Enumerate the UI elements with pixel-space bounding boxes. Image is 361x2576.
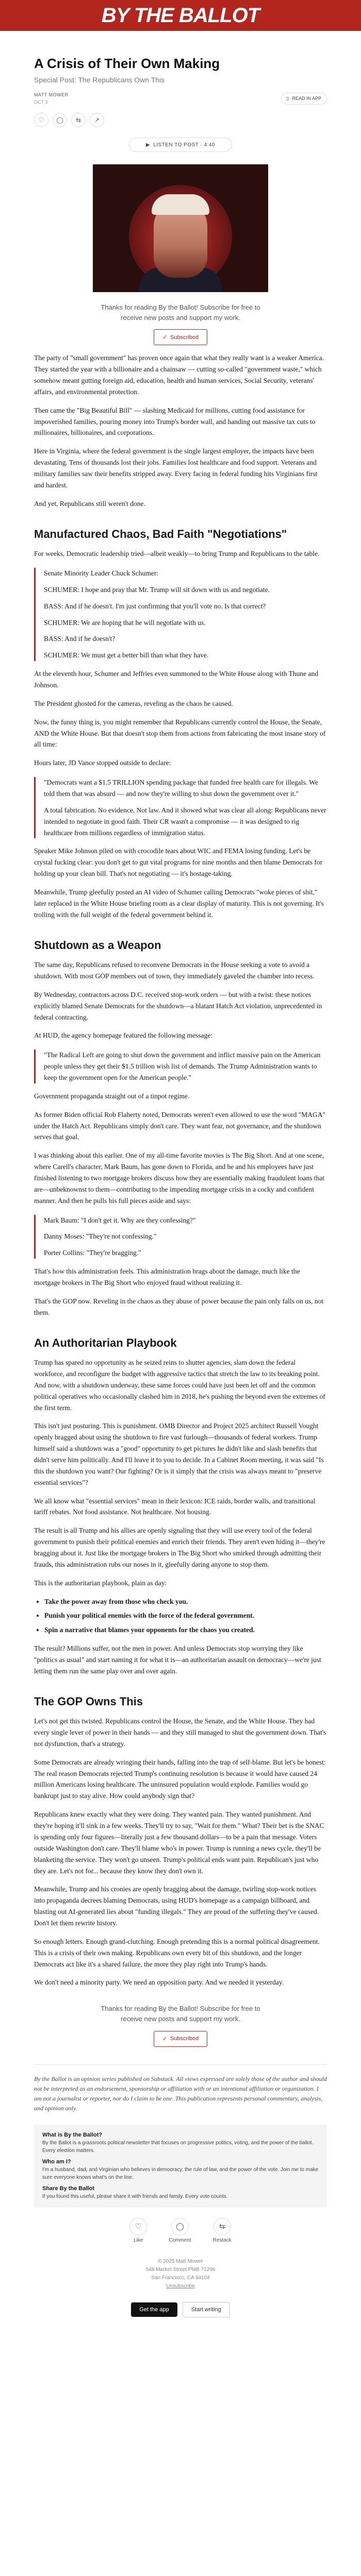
restack-icon: ⇆	[214, 2218, 231, 2235]
post-subtitle: Special Post: The Republicans Own This	[34, 76, 165, 84]
paragraph: As former Biden official Rob Flaherty noted, Democrats weren't even allowed to use the word "MAGA" under the Hatch Act. Republicans simply don't care. They want fear, not governance, and the shutdown serves that goal.	[34, 1110, 326, 1141]
paragraph: So enough letters. Enough grand-clutching. Enough pretending this is a normal political disagreement. This is a crisis of their own making. Republicans own every bit of this shutdown, and the longer Democrats act like it's a shared failure, the more they play right into Trump's hands.	[34, 1937, 320, 1968]
paragraph: Now, the funny thing is, you might remember that Republicans currently control the House, the Senate, AND the White House. But that doesn't stop them from actions from fabricating the most insane story of all time:	[34, 718, 326, 749]
subscribe-cta	[34, 302, 327, 345]
footer	[34, 2258, 327, 2291]
paragraph: The result? Millions suffer, not the men in power. And unless Democrats stop worrying they like "politics as usual" and start naming it for what it is—an authoritarian assault on democracy—we're just letting them run the same play over and over again.	[34, 1645, 321, 1675]
section-heading-gop-owns-this: The GOP Owns This	[34, 1694, 143, 1708]
like-icon[interactable]: ♡	[34, 113, 48, 127]
get-app-button[interactable]: Get the app	[131, 2302, 177, 2317]
paragraph: Government propaganda straight out of a tinpot regime.	[34, 1092, 190, 1100]
paragraph: Then came the "Big Beautiful Bill" — slashing Medicaid for millions, cutting food assistance for impoverished families, pouring money into Trump's border wall, and handing out massive tax cuts to millionaires, billionaires, and corporations.	[34, 406, 316, 437]
start-writing-button[interactable]: Start writing	[183, 2302, 230, 2317]
article-body	[34, 352, 327, 1988]
paragraph: Some Democrats are already wringing their hands, falling into the trap of self-blame. But let's be honest: The real reason Democrats rejected Trump's continuing resolution is because it would have caused 24 million Americans losing healthcare. The uninsured population would explode. Families would go bankrupt just to stay alive. How could anybody sign that?	[34, 1758, 326, 1800]
about-text: If you found this useful, please share it with friends and family. Every vote counts.	[42, 2194, 228, 2200]
about-text: By the Ballot is a grassroots political newsletter that focuses on progressive politics, voting, and the power of the ballot. Every election matters.	[42, 2140, 314, 2154]
restack-icon[interactable]: ⇆	[71, 113, 86, 127]
about-heading: What is By the Ballot?	[42, 2132, 103, 2139]
subscribed-button[interactable]	[154, 329, 207, 345]
paragraph: Here in Virginia, where the federal government is the single largest employer, the impacts have been devastating. Tens of thousands lost their jobs. Families lost healthcare and food support. Veterans and military families saw their benefits stripped away. Every facing in federal funding hits Virginians first and hardest.	[34, 447, 318, 489]
disclaimer: By the Ballot is an opinion series published on Substack. All views expressed are solely those of the author and should not be interpreted as an endorsement, sponsorship or affiliation with or an intentional affiliation or organization. I am not a journalist or reporter, nor do I claim to be one. This publication represents personal commentary, analysis, and opinion only.	[34, 2064, 327, 2114]
cta-line-1: Thanks for reading By the Ballot! Subscribe for free to	[101, 2005, 260, 2013]
paragraph: For weeks, Democratic leadership tried—albeit weakly—to bring Trump and Republicans to the table.	[34, 550, 320, 558]
read-in-app-button[interactable]	[281, 93, 327, 105]
dialogue-line: Danny Moses: "They're not confessing."	[44, 1232, 157, 1241]
hero-hair	[152, 194, 209, 215]
paragraph: We all know what "essential services" mean in their lexicon: ICE raids, border walls, and transitional tariff rebates. Not food assistance. Not healthcare. Not housing.	[34, 1497, 316, 1516]
masthead-title: BY THE BALLOT	[101, 4, 260, 27]
subscribed-label: Subscribed	[170, 2036, 199, 2042]
paragraph: That's how this administration feels. This administration brags about the damage, much like the mortgage brokers in The Big Short who enjoyed fraud without realizing it.	[34, 1267, 300, 1286]
cta-line-2: receive new posts and support my work.	[121, 2015, 240, 2023]
paragraph: And yet, Republicans still weren't done.	[34, 499, 145, 507]
social-actions	[34, 113, 327, 127]
vance-quote	[34, 777, 327, 838]
hero-image[interactable]	[93, 164, 268, 292]
dialogue-line: SCHUMER: I hope and pray that Mr. Trump will sit down with us and negotiate.	[44, 585, 270, 594]
dialogue-line: Porter Collins: "They're bragging."	[44, 1249, 141, 1257]
about-heading: Who am I?	[42, 2159, 71, 2165]
masthead	[0, 0, 361, 31]
comment-action[interactable]	[169, 2218, 191, 2243]
masthead-banner[interactable]	[15, 0, 346, 31]
unsubscribe-link[interactable]: Unsubscribe	[166, 2283, 195, 2290]
paragraph: The result is all Trump and his allies are openly signaling that they will use every tool of the federal government to punish their political enemies and enrich their friends. They aren't even hiding it—they're bragging about it. Just like the mortgage brokers in The Big Short who smirked through admitting their frauds, this administration rubs our noses in it, gleefully daring anyone to stop them.	[34, 1527, 325, 1568]
quote-line: "Democrats want a $1.5 TRILLION spending package that funded free health care for illegals. We told them that was absurd — and now they're willing to shut down the government over it."	[44, 778, 318, 798]
cta-line-2: receive new posts and support my work.	[121, 314, 240, 322]
section-heading-manufactured-chaos: Manufactured Chaos, Bad Faith "Negotiations"	[34, 527, 287, 540]
address-line: 548 Market Street PMB 72296	[145, 2267, 216, 2273]
paragraph: The President ghosted for the cameras, reveling as the chaos he caused.	[34, 699, 233, 707]
dialogue-line: SCHUMER: We are hoping that he will negotiate with us.	[44, 618, 206, 626]
check-icon: ✓	[162, 2035, 168, 2042]
check-icon: ✓	[162, 334, 168, 341]
paragraph: Meanwhile, Trump and his cronies are openly bragging about the damage, twirling stop-work notices into propaganda decrees blaming Democrats, using HUD's homepage as a campaign billboard, and blasting out AI-generated lies about "funding illegals." They are proud of the suffering they've caused. Don't let them rewrite history.	[34, 1885, 319, 1927]
byline	[34, 92, 327, 105]
phone-icon: ▯	[286, 95, 289, 101]
big-short-quote	[34, 1215, 327, 1259]
city-line: San Francisco, CA 94104	[151, 2275, 210, 2281]
play-icon: ▶	[145, 142, 151, 148]
paragraph: At HUD, the agency homepage featured the following message:	[34, 1031, 213, 1040]
dialogue-line: Mark Baum: "I don't get it. Why are they confessing?"	[44, 1216, 196, 1224]
action-label: Restack	[212, 2238, 232, 2244]
cta-line-1: Thanks for reading By the Ballot! Subscribe for free to	[101, 303, 260, 311]
paragraph: I was thinking about this earlier. One of my all-time favorite movies is The Big Short. And at one scene, where Carell's character, Mark Baum, has gone down to Florida, and he and his employees have just finished listening to two mortgage brokers discuss how they are essentially making fraudulent loans that are—unbeknownst to them—contributing to the impending mortgage crisis in a cocky and confident manner. And then he pulls his full pieces aside and says:	[34, 1151, 325, 1205]
subscribed-label: Subscribed	[170, 334, 199, 341]
paragraph: Trump has spared no opportunity as he seized reins to shutter agencies, slam down the federal workforce, and reconfigure the budget with aggressive tactics that stretch the law to its breaking point. And now, with a shutdown underway, these same forces could have just been let off and the common political operatives who occasionally clashed him in 2018, he's pushing the beyond even the extremes of the first term.	[34, 1359, 325, 1412]
paragraph: At the eleventh hour, Schumer and Jeffries even summoned to the White House along with Thune and Johnson.	[34, 670, 318, 689]
paragraph: Hours later, JD Vance stopped outside to declare:	[34, 759, 171, 767]
section-heading-authoritarian: An Authoritarian Playbook	[34, 1336, 177, 1349]
about-text: I'm a husband, dad, and Virginian who believes in democracy, the rule of law, and the power of the vote. Join me to make sure everyone knows what's on the line.	[42, 2167, 319, 2181]
listen-label: LISTEN TO POST · 4:40	[153, 142, 216, 148]
playbook-list	[34, 1596, 327, 1636]
subscribed-button-bottom[interactable]	[154, 2031, 207, 2047]
restack-action[interactable]	[213, 2218, 232, 2243]
quote-line: "The Radical Left are going to shut down the government and inflict massive pain on the American people unless they get their $1.5 trillion wish list of demands. The Trump Administration wants to keep the government open for the American people."	[44, 1051, 321, 1081]
dialogue-line: Senate Minority Leader Chuck Schumer:	[44, 569, 158, 577]
post-container	[34, 56, 327, 2342]
about-heading: Share By the Ballot	[42, 2185, 94, 2192]
paragraph: Let's not get this twisted. Republicans control the House, the Senate, and the White House. They had every single lever of power in their hands — and they still managed to shut the government down. That's not dysfunction, that's a strategy.	[34, 1717, 326, 1748]
footer-actions	[34, 2218, 327, 2243]
author-block	[34, 92, 69, 105]
paragraph: Republicans knew exactly what they were doing. They wanted pain. They wanted punishment. And they're hoping it'll sink in a few weeks. They'll try to say, "Wait for them." What? Their bet is the SNAC is spending only four figures—literally just a few thousand dollars—to be a pain that message. Voters outside Washington don't care. They'll blame who's in power. Trump is running a news cycle, they'll be blanketing the service. They won't go unseen. Trump's political ends want pain. Republican's just who they are. Let's not for... because they know they don't own it.	[34, 1810, 324, 1875]
hud-quote	[34, 1049, 327, 1083]
section-heading-shutdown: Shutdown as a Weapon	[34, 938, 161, 952]
post-title[interactable]: A Crisis of Their Own Making	[34, 56, 220, 71]
paragraph: We don't need a minority party. We need an opposition party. And we needed it yesterday.	[34, 1978, 284, 1987]
paragraph: The party of "small government" has proven once again that what they really want is a weaker America. They started the year with a billionaire and a chainsaw — cutting so-called "government waste," which somehow meant gutting foreign aid, education, health and human services, Social Security, veterans' affairs, and environmental protection.	[34, 354, 324, 396]
paragraph: That's the GOP now. Reveling in the chaos as they abuse of power because the pain only falls on us, not them.	[34, 1297, 324, 1316]
paragraph: The same day, Republicans refused to reconvene Democrats in the House seeking a vote to avoid a shutdown. With most GOP members out of town, they immediately gaveled the chamber into recess.	[34, 961, 315, 980]
read-in-app-label: READ IN APP	[292, 96, 321, 101]
comment-icon: ◯	[171, 2218, 189, 2235]
paragraph: This is the authoritarian playbook, plain as day:	[34, 1579, 167, 1587]
dialogue-line: BASS: And if he doesn't. I'm just confirming that you'll vote no. Is that correct?	[44, 602, 266, 610]
paragraph: Meanwhile, Trump gleefully posted an AI video of Schumer calling Democrats "woke pieces of shit," later replaced in the White House briefing room as a clear display of maturity. This is not governing. It's trolling with the full weight of the federal government behind it.	[34, 888, 324, 919]
list-item: • Punish your political enemies with the force of the federal government.	[44, 1610, 327, 1621]
action-label: Comment	[169, 2238, 191, 2244]
author-name[interactable]: MATT MOWER	[34, 92, 69, 97]
comment-icon[interactable]: ◯	[53, 113, 67, 127]
action-label: Like	[134, 2238, 143, 2244]
listen-to-post-button[interactable]	[129, 138, 232, 152]
like-action[interactable]	[129, 2218, 147, 2243]
paragraph: By Wednesday, contractors across D.C. received stop-work orders — but with a twist: these notices explicitly blamed Senate Democrats for the shutdown—a blatant Hatch Act violation, unprecedented in federal contracting.	[34, 990, 322, 1021]
heart-icon: ♡	[129, 2218, 147, 2235]
dialogue-line: SCHUMER: We must get a better bill than what they have.	[44, 651, 209, 659]
paragraph: This isn't just posturing. This is punishment. OMB Director and Project 2025 architect Russell Vought openly bragged about using the shutdown to fire vast furlough—thousands of federal workers. Trump himself said a shutdown was a "good" opportunity to get pictures he didn't like and slash benefits that didn't serve him politically. And I'll leave it to you to decide. In a Cabinet Room meeting, it was said "Is this the shutdown you want? Our fighting? Or is it simply that the crisis was always meant to "preserve essential services"?	[34, 1422, 324, 1486]
list-item: • Spin a narrative that blames your opponents for the chaos you created.	[44, 1624, 327, 1636]
copyright: © 2025 Matt Mower	[158, 2259, 203, 2265]
dialogue-line: BASS: And if he doesn't?	[44, 635, 116, 643]
about-box	[34, 2125, 327, 2208]
list-item: • Take the power away from those who check you.	[44, 1596, 327, 1607]
dialogue-quote	[34, 568, 327, 661]
paragraph: Speaker Mike Johnson piled on with crocodile tears about WIC and FEMA losing funding. Let's be crystal fucking clear: you don't get to gut vital programs for nine months and then blame Democrats for holding up your clean bill. That's not negotiating — it's hostage-taking.	[34, 847, 323, 878]
subscribe-cta-bottom	[34, 2004, 327, 2046]
footer-buttons	[34, 2302, 327, 2342]
quote-line: A total fabrication. No evidence. Not law. And it showed what was clear all along: Republicans never intended to negotiate in good faith. Their CR wasn't a compromise — it was designed to rig healthcare from millions regardless of immigration status.	[44, 806, 326, 837]
share-icon[interactable]: ↗	[90, 113, 104, 127]
post-date: OCT 3	[34, 99, 48, 105]
